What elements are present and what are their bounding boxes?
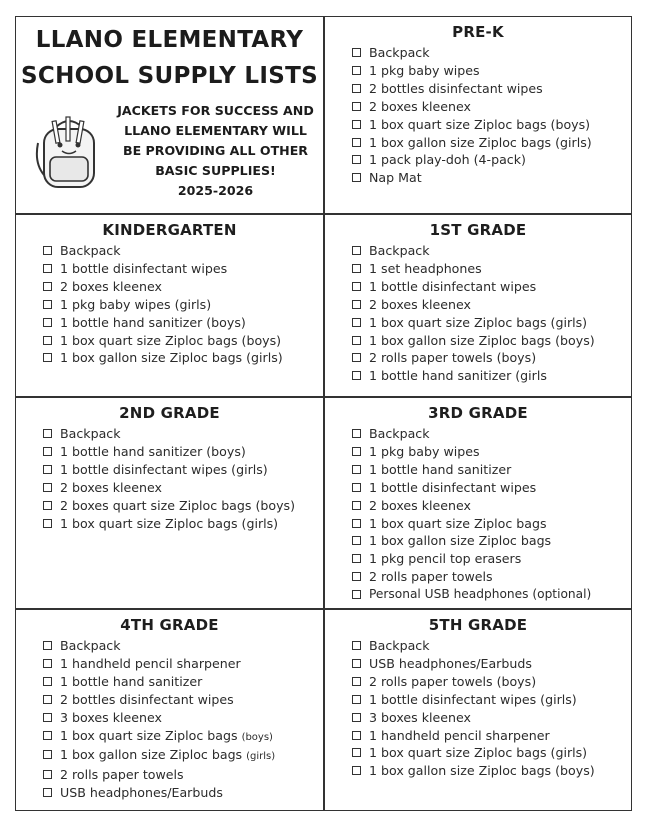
grade-title: KINDERGARTEN [102,221,237,239]
item-label: 2 rolls paper towels (boys) [369,673,537,689]
checkbox-icon[interactable] [352,282,361,291]
list-item [350,260,631,278]
header-subtitle [108,101,323,201]
checkbox-icon[interactable] [43,336,52,345]
item-label: 1 box gallon size Ziploc bags [369,533,552,549]
list-item [350,479,631,497]
list-item [350,278,631,296]
item-label: 1 box gallon size Ziploc bags (girls) [60,350,283,366]
checkbox-icon[interactable] [352,519,361,528]
checkbox-icon[interactable] [43,770,52,779]
list-item [41,655,323,673]
item-label: 1 bottle hand sanitizer (boys) [60,314,246,330]
checkbox-icon[interactable] [43,641,52,650]
supply-list [41,242,323,367]
checkbox-icon[interactable] [352,554,361,563]
checkbox-icon[interactable] [352,590,361,599]
checkbox-icon[interactable] [352,155,361,164]
item-label: 1 bottle disinfectant wipes [369,278,537,294]
item-label: 1 box quart size Ziploc bags (girls) [369,745,588,761]
checkbox-icon[interactable] [352,731,361,740]
item-label: 1 box gallon size Ziploc bags (boys) [369,332,595,348]
list-item [41,443,323,461]
item-label: 1 handheld pencil sharpener [369,727,550,743]
item-label: 1 box quart size Ziploc bags (boys) [369,116,591,132]
header-cell [16,17,323,213]
grade-title: 3RD GRADE [428,404,528,422]
list-item [350,691,631,709]
checkbox-icon[interactable] [352,318,361,327]
list-item [41,479,323,497]
item-label: Backpack [60,638,121,653]
checkbox-icon[interactable] [352,641,361,650]
checkbox-icon[interactable] [352,102,361,111]
item-label: 2 rolls paper towels [60,767,184,783]
list-item [350,637,631,655]
list-item [41,709,323,727]
list-item [350,443,631,461]
list-item [350,44,631,62]
list-item [350,62,631,80]
list-item [350,151,631,169]
list-item [41,497,295,515]
checkbox-icon[interactable] [43,264,52,273]
checkbox-icon[interactable] [43,300,52,309]
list-item [41,278,323,296]
grade-title: 1ST GRADE [429,221,527,239]
backpack-icon [34,113,104,193]
list-item [350,586,631,604]
supply-list [350,44,631,187]
supply-list [350,425,631,604]
item-label: 3 boxes kleenex [60,709,162,725]
list-item [350,515,631,533]
list-item [41,766,323,784]
grade-title: PRE-K [452,23,504,41]
checkbox-icon[interactable] [352,447,361,456]
checkbox-icon[interactable] [352,695,361,704]
item-label: 2 rolls paper towels (boys) [369,350,537,366]
grade-section-5th [325,610,631,810]
checkbox-icon[interactable] [43,750,52,759]
item-label: 2 boxes kleenex [369,497,471,513]
checkbox-icon[interactable] [352,766,361,775]
grade-section-2nd [16,398,323,608]
checkbox-icon[interactable] [43,353,52,362]
list-item [41,461,323,479]
checkbox-icon[interactable] [352,66,361,75]
list-item [41,784,323,802]
item-label: Backpack [369,426,430,441]
list-item [41,260,323,278]
checkbox-icon[interactable] [43,519,52,528]
checkbox-icon[interactable] [43,731,52,740]
item-label: 1 handheld pencil sharpener [60,655,241,671]
list-item [41,637,323,655]
list-item [350,497,631,515]
grade-section-kindergarten [16,215,323,396]
item-label: 1 set headphones [369,260,482,276]
list-item [350,425,631,443]
list-item [41,515,323,533]
list-item [350,169,631,187]
checkbox-icon[interactable] [352,677,361,686]
supply-list [41,637,323,802]
checkbox-icon[interactable] [352,483,361,492]
item-label: 2 bottles disinfectant wipes [369,80,543,96]
item-label: 1 box gallon size Ziploc bags (boys) [369,763,595,779]
item-label: USB headphones/Earbuds [369,655,532,671]
item-label: 1 pkg baby wipes [369,443,480,459]
item-label: 1 pkg pencil top erasers [369,551,522,567]
item-label: 1 bottle hand sanitizer (girls [369,368,547,384]
item-label: 1 box gallon size Ziploc bags (girls) [369,134,592,150]
list-item [350,80,631,98]
checkbox-icon[interactable] [43,501,52,510]
list-item [350,727,631,745]
checkbox-icon[interactable] [352,300,361,309]
item-label: 2 boxes kleenex [60,278,162,294]
list-item [350,296,631,314]
subtitle-line: JACKETS FOR SUCCESS AND [117,103,314,118]
item-label: 2 boxes quart size Ziploc bags (boys) [60,497,296,513]
item-label: 1 pkg baby wipes (girls) [60,296,212,312]
checkbox-icon[interactable] [43,318,52,327]
item-note: (girls) [246,751,276,763]
item-label: 1 bottle disinfectant wipes (girls) [369,691,577,707]
subtitle-line: LLANO ELEMENTARY WILL [124,123,307,138]
checkbox-icon[interactable] [43,282,52,291]
list-item [41,314,323,332]
checkbox-icon[interactable] [352,120,361,129]
item-label: 3 boxes kleenex [369,709,471,725]
checkbox-icon[interactable] [352,84,361,93]
checkbox-icon[interactable] [352,536,361,545]
grade-title: 5TH GRADE [428,616,528,634]
item-label: Nap Mat [369,170,422,186]
checkbox-icon[interactable] [352,572,361,581]
supply-list-grid [15,16,632,811]
list-item [350,655,631,673]
list-item [350,349,631,367]
item-label: Backpack [60,426,121,441]
item-label: Backpack [369,638,430,653]
item-label: 2 rolls paper towels [369,569,493,585]
checkbox-icon[interactable] [352,353,361,362]
school-year: 2025-2026 [177,183,254,198]
item-label: 1 box quart size Ziploc bags [60,727,238,743]
list-item [350,673,631,691]
checkbox-icon[interactable] [352,48,361,57]
subtitle-line: BE PROVIDING ALL OTHER [122,143,309,158]
list-item [41,332,323,350]
item-label: 1 bottle disinfectant wipes (girls) [60,461,268,477]
checkbox-icon[interactable] [43,465,52,474]
checkbox-icon[interactable] [352,264,361,273]
supply-list [350,637,631,780]
supply-list [350,242,631,385]
list-item [350,98,631,116]
checkbox-icon[interactable] [43,713,52,722]
item-label: Backpack [60,243,121,258]
checkbox-icon[interactable] [43,677,52,686]
list-item [350,116,631,134]
item-label: 2 boxes kleenex [369,98,471,114]
checkbox-icon[interactable] [352,173,361,182]
grade-section-4th [16,610,323,810]
item-label: USB headphones/Earbuds [60,785,223,801]
title-line-2: SCHOOL SUPPLY LISTS [21,63,318,89]
grade-title: 2ND GRADE [119,404,220,422]
checkbox-icon[interactable] [43,788,52,797]
checkbox-icon[interactable] [352,429,361,438]
checkbox-icon[interactable] [43,447,52,456]
list-item [350,242,631,260]
list-item [41,727,323,747]
checkbox-icon[interactable] [352,713,361,722]
list-item [350,532,631,550]
list-item [41,296,323,314]
grade-section-1st [325,215,631,396]
item-label: 1 pack play-doh (4-pack) [369,152,526,168]
list-item [350,461,631,479]
checkbox-icon[interactable] [352,659,361,668]
title-line-1: LLANO ELEMENTARY [35,27,304,53]
item-label: 2 bottles disinfectant wipes [60,691,234,707]
item-label: 1 bottle hand sanitizer (boys) [60,443,246,459]
list-item [350,134,631,152]
checkbox-icon[interactable] [43,429,52,438]
checkbox-icon[interactable] [352,336,361,345]
checkbox-icon[interactable] [43,659,52,668]
item-label: Backpack [369,45,430,60]
item-label: Personal USB headphones (optional) [369,587,592,602]
list-item [350,367,631,385]
supply-list [41,425,323,532]
list-item [41,673,323,691]
item-label: 1 box quart size Ziploc bags (girls) [369,314,588,330]
checkbox-icon[interactable] [352,465,361,474]
grade-title: 4TH GRADE [120,616,219,634]
checkbox-icon[interactable] [352,138,361,147]
subtitle-line: BASIC SUPPLIES! [155,163,276,178]
checkbox-icon[interactable] [43,246,52,255]
item-label: 2 boxes kleenex [60,479,162,495]
checkbox-icon[interactable] [43,695,52,704]
item-label: 2 boxes kleenex [369,296,471,312]
checkbox-icon[interactable] [352,246,361,255]
item-label: 1 pkg baby wipes [369,62,480,78]
checkbox-icon[interactable] [352,371,361,380]
checkbox-icon[interactable] [352,501,361,510]
item-note: (boys) [241,731,273,743]
list-item [41,425,323,443]
list-item [350,762,631,780]
item-label: 1 box quart size Ziploc bags (girls) [60,515,279,531]
item-label: 1 box quart size Ziploc bags [369,515,547,531]
list-item [350,744,631,762]
checkbox-icon[interactable] [352,748,361,757]
item-label: 1 bottle hand sanitizer [60,673,203,689]
list-item [41,349,323,367]
page-title [16,22,323,94]
list-item [350,550,631,568]
grade-section-prek [325,17,631,213]
grade-section-3rd [325,398,631,608]
list-item [41,242,323,260]
item-label: Backpack [369,243,430,258]
list-item [350,709,631,727]
item-label: 1 box quart size Ziploc bags (boys) [60,332,282,348]
item-label: 1 bottle hand sanitizer [369,461,512,477]
list-item [41,691,323,709]
checkbox-icon[interactable] [43,483,52,492]
list-item [41,746,323,766]
item-label: 1 box gallon size Ziploc bags [60,747,243,763]
list-item [350,314,631,332]
list-item [350,332,631,350]
item-label: 1 bottle disinfectant wipes [369,479,537,495]
list-item [350,568,631,586]
item-label: 1 bottle disinfectant wipes [60,260,228,276]
